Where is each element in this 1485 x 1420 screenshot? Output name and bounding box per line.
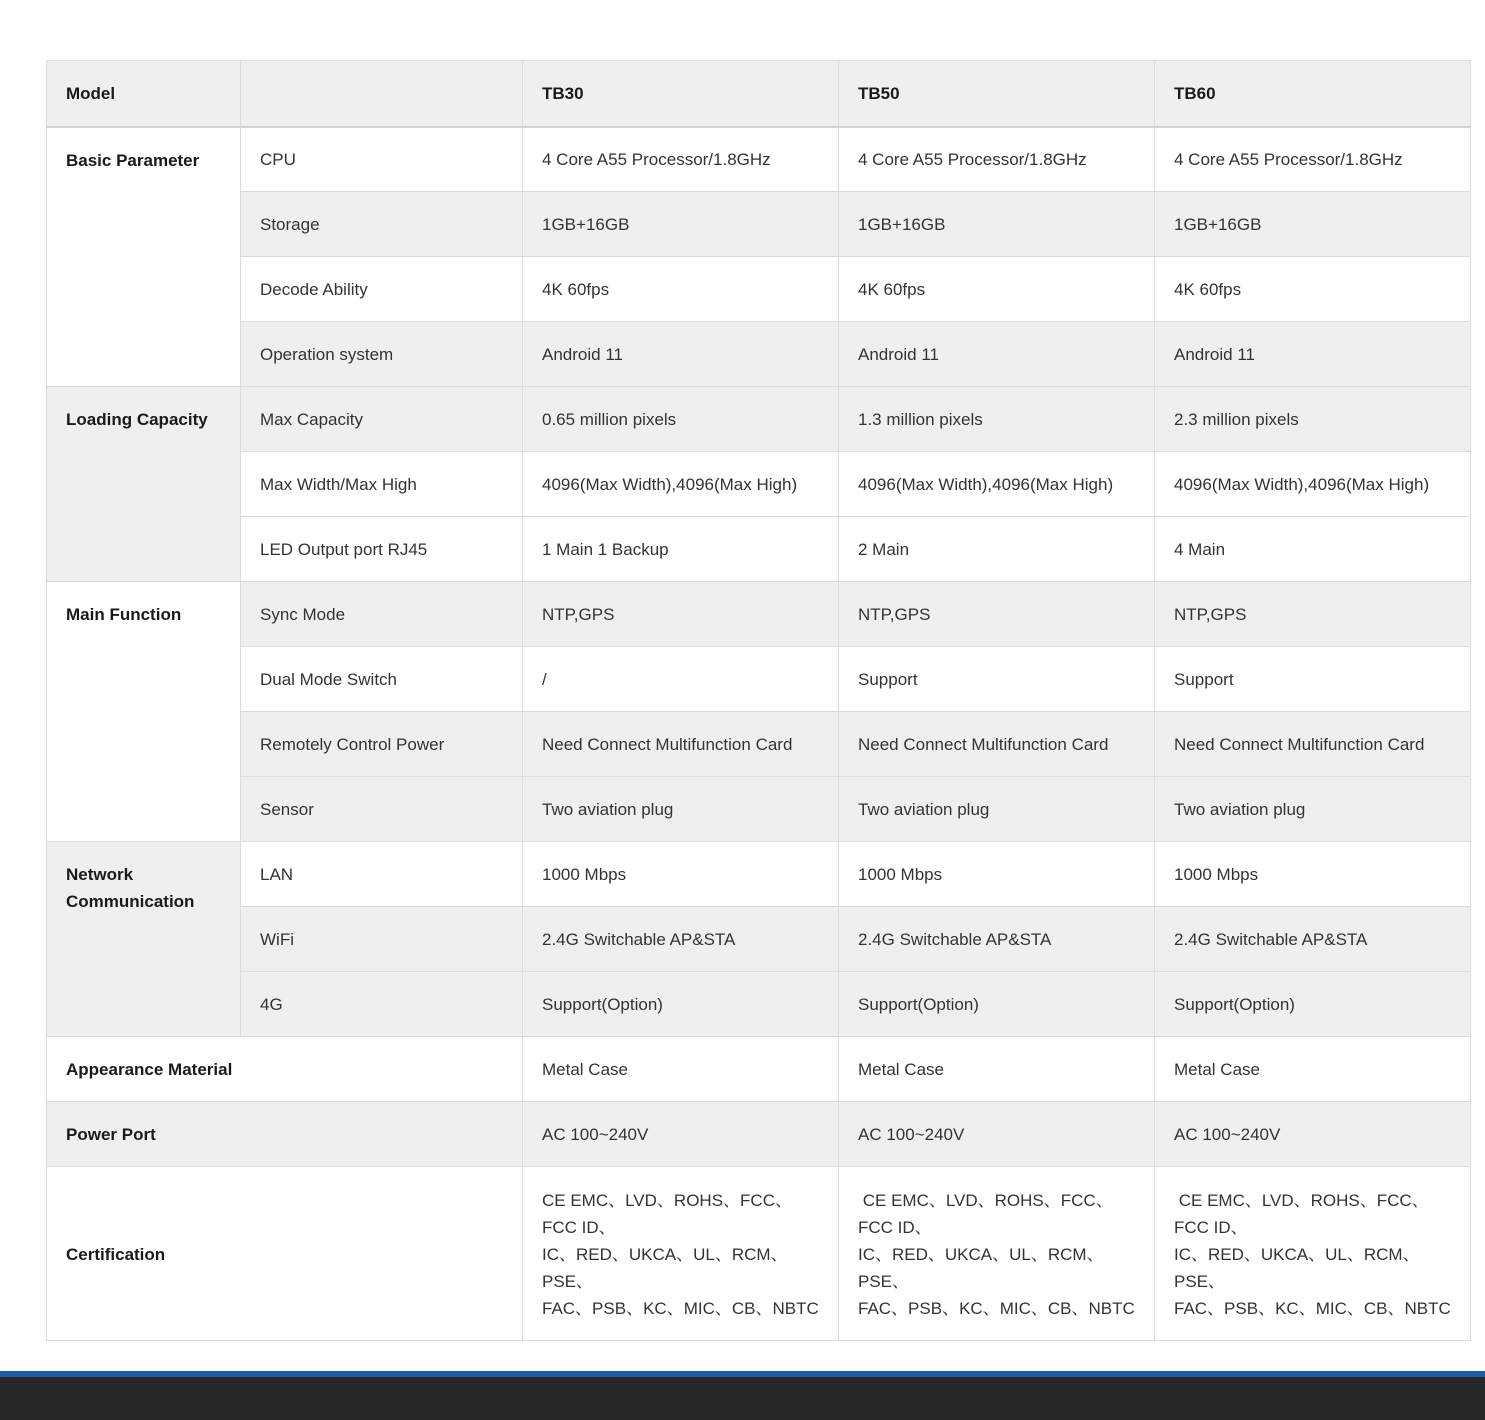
- cert-cell-tb30: [523, 1167, 839, 1341]
- cell: Metal Case: [523, 1037, 839, 1102]
- cell: Need Connect Multifunction Card: [839, 712, 1155, 777]
- cell: 1000 Mbps: [839, 842, 1155, 907]
- cell: 2.4G Switchable AP&STA: [839, 907, 1155, 972]
- row-label: Max Capacity: [241, 387, 523, 452]
- group-network-communication: Network Communication: [47, 842, 241, 1037]
- cert-line: IC、RED、UKCA、UL、RCM、PSE、: [1174, 1244, 1420, 1291]
- cert-line: IC、RED、UKCA、UL、RCM、PSE、: [858, 1244, 1104, 1291]
- cell: 1GB+16GB: [839, 192, 1155, 257]
- table-row: [47, 907, 1471, 972]
- cell: Metal Case: [839, 1037, 1155, 1102]
- cell: AC 100~240V: [1155, 1102, 1471, 1167]
- row-label: Remotely Control Power: [241, 712, 523, 777]
- cell: Two aviation plug: [523, 777, 839, 842]
- cert-line: CE EMC、LVD、ROHS、FCC、FCC ID、: [1174, 1190, 1429, 1237]
- param-header: [241, 61, 523, 127]
- cell: Android 11: [1155, 322, 1471, 387]
- cell: 4K 60fps: [839, 257, 1155, 322]
- table-row: [47, 257, 1471, 322]
- cell: NTP,GPS: [1155, 582, 1471, 647]
- cell: 4K 60fps: [523, 257, 839, 322]
- table-row: [47, 452, 1471, 517]
- cell: 1 Main 1 Backup: [523, 517, 839, 582]
- cert-line: FAC、PSB、KC、MIC、CB、NBTC: [1174, 1298, 1451, 1318]
- table-row: [47, 972, 1471, 1037]
- cell: NTP,GPS: [839, 582, 1155, 647]
- cert-line: FAC、PSB、KC、MIC、CB、NBTC: [858, 1298, 1135, 1318]
- table-row: [47, 192, 1471, 257]
- table-row: [47, 777, 1471, 842]
- model-tb30-header: TB30: [523, 61, 839, 127]
- table-row: [47, 517, 1471, 582]
- cell: Support(Option): [523, 972, 839, 1037]
- footer-bar: [0, 1371, 1485, 1420]
- cell: 1GB+16GB: [523, 192, 839, 257]
- cell: Metal Case: [1155, 1037, 1471, 1102]
- group-loading-capacity: Loading Capacity: [47, 387, 241, 582]
- cell: 1GB+16GB: [1155, 192, 1471, 257]
- cert-cell-tb60: [1155, 1167, 1471, 1341]
- model-header: Model: [47, 61, 241, 127]
- group-main-function: Main Function: [47, 582, 241, 842]
- cert-line: CE EMC、LVD、ROHS、FCC、FCC ID、: [858, 1190, 1113, 1237]
- table-row: [47, 387, 1471, 452]
- row-label: Dual Mode Switch: [241, 647, 523, 712]
- table-row: [47, 842, 1471, 907]
- cell: 4 Core A55 Processor/1.8GHz: [1155, 127, 1471, 192]
- row-label: LED Output port RJ45: [241, 517, 523, 582]
- model-tb50-header: TB50: [839, 61, 1155, 127]
- row-label: Sensor: [241, 777, 523, 842]
- table-row: [47, 712, 1471, 777]
- cell: 4 Core A55 Processor/1.8GHz: [523, 127, 839, 192]
- cell: 2.4G Switchable AP&STA: [1155, 907, 1471, 972]
- group-appearance-material: Appearance Material: [47, 1037, 523, 1102]
- table-row: [47, 1102, 1471, 1167]
- cert-line: CE EMC、LVD、ROHS、FCC、FCC ID、: [542, 1190, 792, 1237]
- cell: Two aviation plug: [1155, 777, 1471, 842]
- cell: 2.4G Switchable AP&STA: [523, 907, 839, 972]
- group-certification: Certification: [47, 1167, 523, 1341]
- group-basic-parameter: Basic Parameter: [47, 127, 241, 387]
- row-label: LAN: [241, 842, 523, 907]
- row-label: CPU: [241, 127, 523, 192]
- cell: 4096(Max Width),4096(Max High): [523, 452, 839, 517]
- cell: 1000 Mbps: [1155, 842, 1471, 907]
- cert-line: IC、RED、UKCA、UL、RCM、PSE、: [542, 1244, 788, 1291]
- cell: 4096(Max Width),4096(Max High): [1155, 452, 1471, 517]
- table-row: [47, 582, 1471, 647]
- cell: Support(Option): [1155, 972, 1471, 1037]
- cell: 2.3 million pixels: [1155, 387, 1471, 452]
- row-label: WiFi: [241, 907, 523, 972]
- cert-cell-tb50: [839, 1167, 1155, 1341]
- cell: 1.3 million pixels: [839, 387, 1155, 452]
- cell: Two aviation plug: [839, 777, 1155, 842]
- table-row: [47, 127, 1471, 192]
- model-tb60-header: TB60: [1155, 61, 1471, 127]
- cell: AC 100~240V: [839, 1102, 1155, 1167]
- cell: 4 Core A55 Processor/1.8GHz: [839, 127, 1155, 192]
- cell: 0.65 million pixels: [523, 387, 839, 452]
- cell: NTP,GPS: [523, 582, 839, 647]
- row-label: Max Width/Max High: [241, 452, 523, 517]
- table-row: [47, 1167, 1471, 1341]
- table-row: [47, 1037, 1471, 1102]
- table-row: [47, 647, 1471, 712]
- cell: Need Connect Multifunction Card: [523, 712, 839, 777]
- cell: Support: [839, 647, 1155, 712]
- cell: 4K 60fps: [1155, 257, 1471, 322]
- cell: AC 100~240V: [523, 1102, 839, 1167]
- cell: 4096(Max Width),4096(Max High): [839, 452, 1155, 517]
- cell: /: [523, 647, 839, 712]
- row-label: Sync Mode: [241, 582, 523, 647]
- cell: Support: [1155, 647, 1471, 712]
- cell: 4 Main: [1155, 517, 1471, 582]
- header-row: [47, 61, 1471, 127]
- cell: Support(Option): [839, 972, 1155, 1037]
- cell: 2 Main: [839, 517, 1155, 582]
- cell: Android 11: [523, 322, 839, 387]
- cell: Android 11: [839, 322, 1155, 387]
- spec-table: [46, 60, 1471, 1341]
- row-label: Storage: [241, 192, 523, 257]
- cert-line: FAC、PSB、KC、MIC、CB、NBTC: [542, 1298, 819, 1318]
- row-label: Operation system: [241, 322, 523, 387]
- row-label: Decode Ability: [241, 257, 523, 322]
- cell: 1000 Mbps: [523, 842, 839, 907]
- row-label: 4G: [241, 972, 523, 1037]
- cell: Need Connect Multifunction Card: [1155, 712, 1471, 777]
- table-row: [47, 322, 1471, 387]
- group-power-port: Power Port: [47, 1102, 523, 1167]
